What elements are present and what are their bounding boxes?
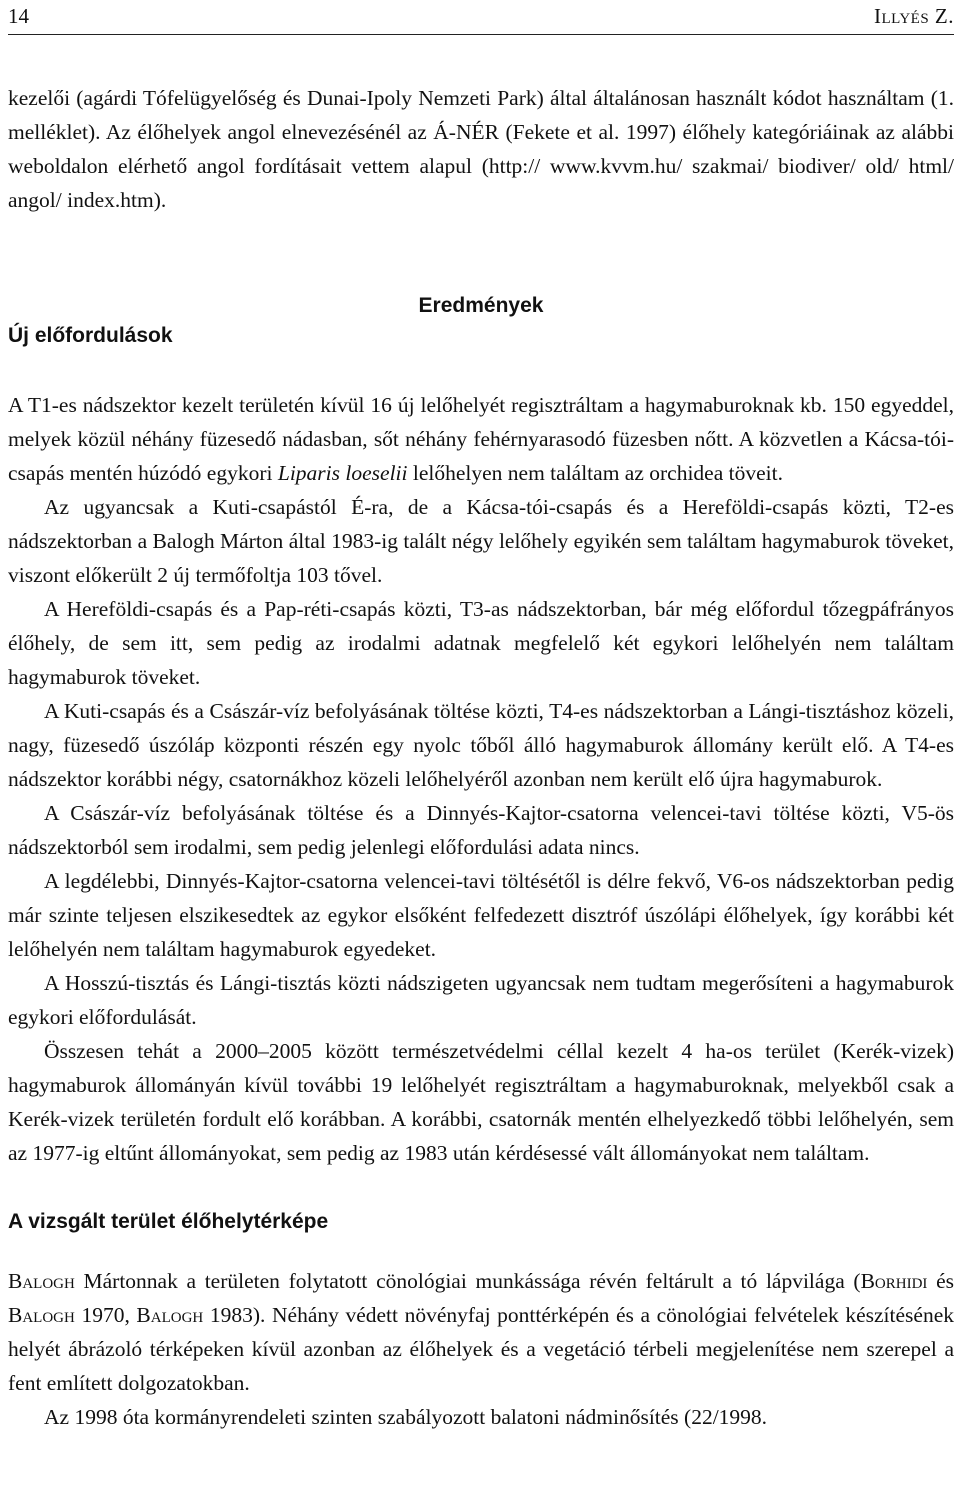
paragraph-text: 1970, [74, 1303, 137, 1327]
paragraph-text: Mártonnak a területen folytatott cönológiai munkássága révén feltárult a tó lápvilága ( [74, 1269, 861, 1293]
running-header [8, 0, 954, 35]
paragraph-v6: A legdélebbi, Dinnyés-Kajtor-csatorna velencei-tavi töltésétől is délre fekvő, V6-os nádszektorban pedig már szinte teljesen elszikesedtek az egykor elsőként felfedezett disztróf úszólápi élőhelyek, így korábbi két lelőhelyén nem találtam hagymaburok egyedeket. [8, 869, 954, 961]
paragraph-t2: Az ugyancsak a Kuti-csapástól É-ra, de a Kácsa-tói-csapás és a Hereföldi-csapás közti, T2-es nádszektorban a Balogh Márton által 1983-ig talált négy lelőhely egyikén sem találtam hagymaburok töveket, viszont előkerült 2 új termőfoltja 103 tővel. [8, 495, 954, 587]
species-name-liparis: Liparis loeselii [277, 461, 408, 485]
running-header-author: Illyés Z. [874, 4, 954, 28]
habitat-map-heading: A vizsgált terület élőhelytérképe [8, 1210, 329, 1233]
paragraph-t1 [8, 388, 954, 490]
intro-paragraph: kezelői (agárdi Tófelügyelőség és Dunai-Ipoly Nemzeti Park) által általánosan használt kódot használtam (1. melléklet). Az élőhelyek angol elnevezésénél az Á-NÉR (Fekete et al. 1997) élőhely kategóriáinak az alábbi weboldalon elérhető angol fordításait vettem alapul (http:// www.kvvm.hu/ szakmai/ biodiver/ old/ html/ angol/ index.htm). [8, 86, 954, 212]
author-name-balogh: Balogh [8, 1303, 75, 1327]
author-name-balogh: Balogh [136, 1303, 204, 1327]
paragraph-t1-text-b: lelőhelyen nem találtam az orchidea töveit. [407, 461, 783, 485]
paragraph-t1-text-a: A T1-es nádszektor kezelt területén kívül 16 új lelőhelyét regisztráltam a hagymaburoknak kb. 150 egyeddel, melyek közül néhány füzesedő nádasban, sőt néhány fehérnyarasodó füzesben nőtt. A közvetlen a Kácsa-tói-csapás mentén húzódó egykori [8, 393, 954, 485]
paragraph-reed-rating: Az 1998 óta kormányrendeleti szinten szabályozott balatoni nádminősítés (22/1998. [44, 1405, 768, 1429]
author-name-balogh: Balogh [8, 1269, 75, 1293]
paragraph-summary: Összesen tehát a 2000–2005 között természetvédelmi céllal kezelt 4 ha-os terület (Kerék-vizek) hagymaburok állományán kívül további 19 lelőhelyét regisztráltam a hagymaburoknak, melyekből csak a Kerék-vizek területén fordult elő korábban. A korábbi, csatornák mentén elhelyezkedő többi lelőhelyén, sem az 1977-ig eltűnt állományokat, sem pedig az 1983 után kérdésessé vált állományokat nem találtam. [8, 1039, 954, 1165]
paragraph-text: 1983). Néhány védett növényfaj ponttérképén és a cönológiai felvételek készítésének helyét ábrázoló térképeken kívül azonban az élőhelyek és a vegetáció térbeli megjelenítése nem szerepel a fent említett dolgozatokban. [8, 1303, 954, 1395]
paragraph-habitat-map [8, 1264, 954, 1400]
author-name-borhidi: Borhidi [860, 1269, 928, 1293]
paragraph-islet: A Hosszú-tisztás és Lángi-tisztás közti nádszigeten ugyancsak nem tudtam megerősíteni a hagymaburok egykori előfordulását. [8, 971, 954, 1029]
paragraph-v5: A Császár-víz befolyásának töltése és a Dinnyés-Kajtor-csatorna velencei-tavi töltése közti, V5-ös nádszektorból sem irodalmi, sem pedig jelenlegi előfordulási adata nincs. [8, 801, 954, 859]
paragraph-t4: A Kuti-csapás és a Császár-víz befolyásának töltése közti, T4-es nádszektorban a Lángi-tisztáshoz közeli, nagy, füzesedő úszóláp központi részén egy nyolc tőből álló hagymaburok állomány került elő. A T4-es nádszektor korábbi négy, csatornákhoz közeli lelőhelyéről azonban nem került elő újra hagymaburok. [8, 699, 954, 791]
paragraph-t3: A Hereföldi-csapás és a Pap-réti-csapás közti, T3-as nádszektorban, bár még előfordul tőzegpáfrányos élőhely, de sem itt, sem pedig az irodalmi adatnak megfelelő két egykori lelőhelyén nem találtam hagymaburok töveket. [8, 597, 954, 689]
document-page [8, 0, 954, 1434]
results-heading: Eredmények [418, 294, 544, 317]
paragraph-text: és [927, 1269, 954, 1293]
page-number: 14 [8, 4, 29, 28]
new-occurrences-heading: Új előfordulások [8, 324, 173, 347]
